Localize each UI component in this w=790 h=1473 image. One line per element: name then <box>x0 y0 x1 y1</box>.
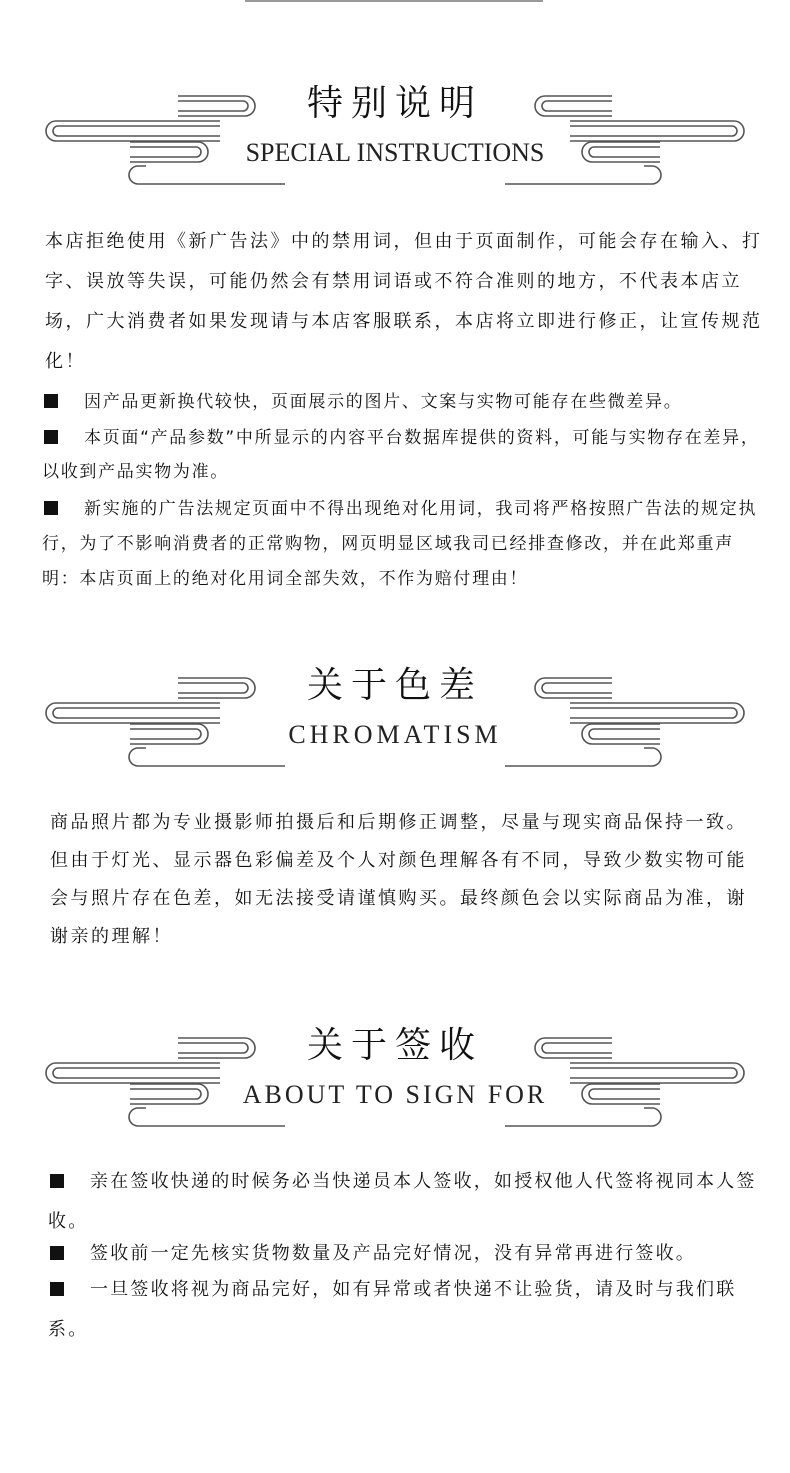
bullet-square-icon <box>50 1174 64 1188</box>
section-title-zh: 特别说明 <box>306 83 483 124</box>
section-special-instructions <box>0 0 790 589</box>
list-item: 因产品更新换代较快，页面展示的图片、文案与实物可能存在些微差异。 <box>42 386 762 419</box>
section-sign-for <box>0 942 790 1340</box>
section-header <box>0 942 790 1142</box>
bullet-square-icon <box>44 394 58 408</box>
list-item: 一旦签收将视为商品完好，如有异常或者快递不让验货，请及时与我们联系。 <box>48 1279 737 1340</box>
bullet-square-icon <box>50 1246 64 1260</box>
section-title-en: CHROMATISM <box>288 720 502 749</box>
section-paragraph: 商品照片都为专业摄影师拍摄后和后期修正调整，尽量与现实商品保持一致。但由于灯光、显示器色彩偏差及个人对颜色理解各有不同，导致少数实物可能会与照片存在色差，如无法接受请谨慎购买。最终颜色会以实际商品为准，谢谢亲的理解！ <box>50 812 747 947</box>
list-item: 签收前一定先核实货物数量及产品完好情况，没有异常再进行签收。 <box>48 1234 768 1274</box>
bullet-square-icon <box>44 430 58 444</box>
list-item: 本页面“产品参数”中所显示的内容平台数据库提供的资料，可能与实物存在差异，以收到产品实物为准。 <box>42 428 760 482</box>
section-header <box>0 0 790 200</box>
section-chromatism <box>0 582 790 947</box>
list-item: 新实施的广告法规定页面中不得出现绝对化用词，我司将严格按照广告法的规定执行，为了不影响消费者的正常购物，网页明显区域我司已经排查修改，并在此郑重声明：本店页面上的绝对化用词全部失效，不作为赔付理由！ <box>42 499 758 589</box>
section-header <box>0 582 790 782</box>
bullet-square-icon <box>44 501 58 515</box>
bullet-square-icon <box>50 1282 64 1296</box>
list-item: 亲在签收快递的时候务必当快递员本人签收，如授权他人代签将视同本人签收。 <box>48 1171 757 1232</box>
section-paragraph: 本店拒绝使用《新广告法》中的禁用词，但由于页面制作，可能会存在输入、打字、误放等失误，可能仍然会有禁用词语或不符合准则的地方，不代表本店立场，广大消费者如果发现请与本店客服联系，本店将立即进行修正，让宣传规范化！ <box>45 231 763 372</box>
section-title-zh: 关于签收 <box>306 1025 483 1066</box>
section-title-zh: 关于色差 <box>306 665 483 706</box>
section-title-en: SPECIAL INSTRUCTIONS <box>245 138 545 167</box>
section-title-en: ABOUT TO SIGN FOR <box>242 1080 548 1109</box>
